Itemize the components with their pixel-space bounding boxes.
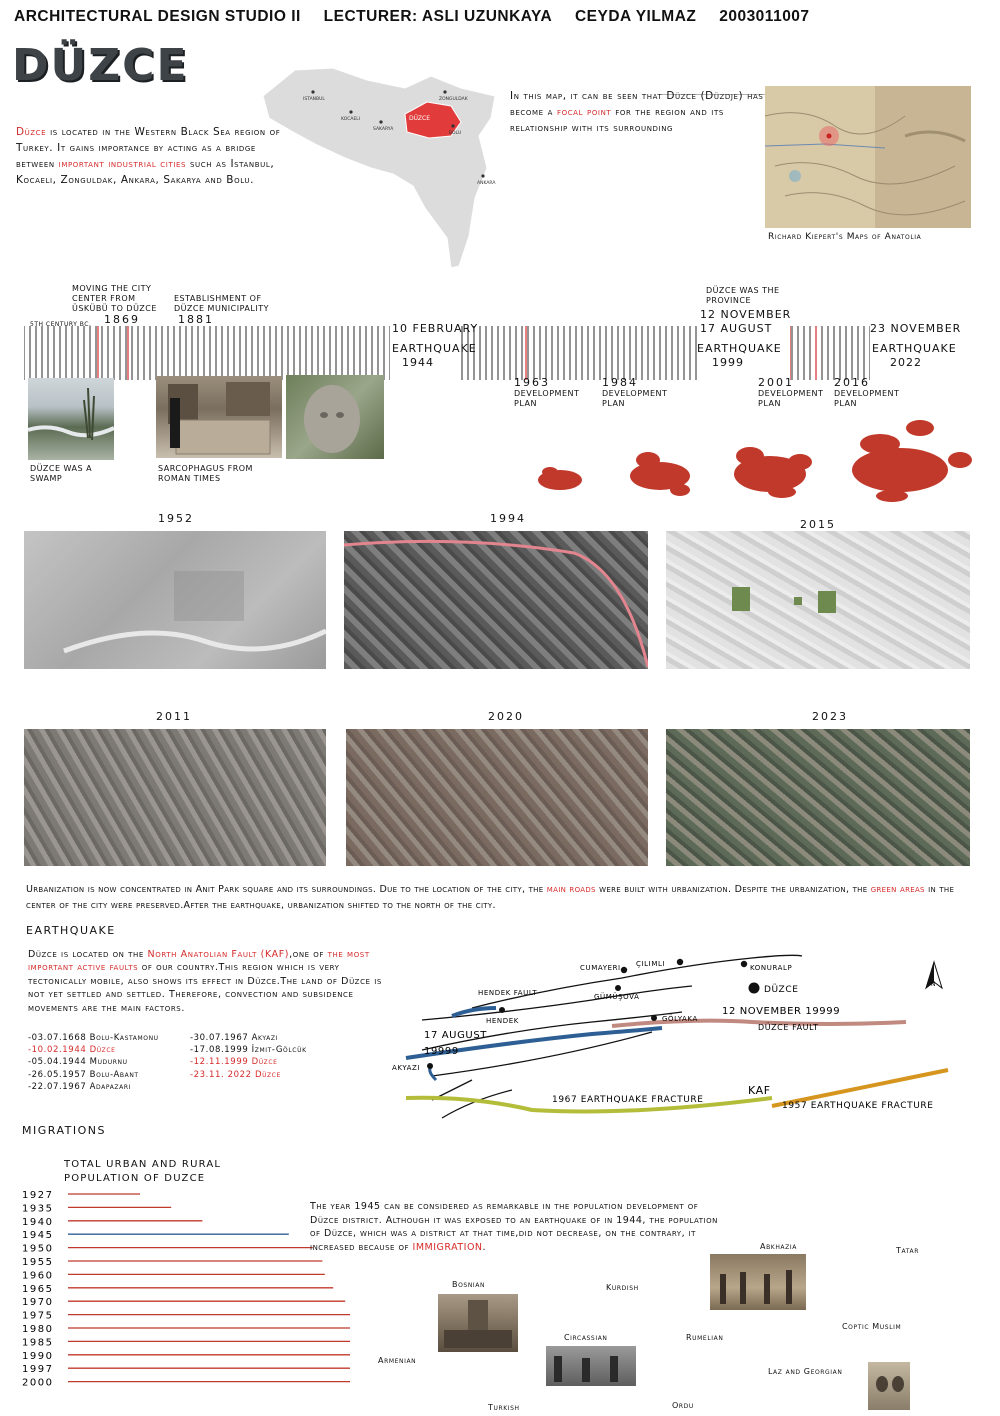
map-label-ankara: ANKARA (477, 181, 496, 186)
plan-1984-year: 1984 (602, 376, 638, 389)
chart-category-label: 1955 (22, 1257, 54, 1268)
chart-title-line1: TOTAL URBAN AND RURAL (64, 1159, 222, 1170)
page-title: DÜZCE (12, 40, 189, 91)
group-bosnian: Bosnian (452, 1280, 486, 1289)
map-label-istanbul: ISTANBUL (303, 97, 325, 102)
aerial-2020 (346, 729, 648, 866)
plan-1984 (602, 376, 682, 409)
group-rumelian: Rumelian (686, 1333, 724, 1342)
plan-1963-label: DEVELOPMENT PLAN (514, 389, 580, 408)
svg-text:N: N (931, 981, 936, 988)
aerial-2020-label: 2020 (488, 710, 524, 723)
urban-text-3: in the center of the city were preserved.After the earthquake, urbanization shifted to the north of the city. (26, 884, 955, 911)
sarcophagus-photo (156, 376, 282, 458)
migration-text-1: The year 1945 can be considered as remarkable in the population development of Düzce district. Although it was exposed to an earthquake of in 1944, the population of Düzce, which was a district at that time,did not decrease, on the contrary, it increased because of (310, 1201, 718, 1253)
timeline-1944-year: 1944 (402, 356, 434, 369)
timeline-century: 5TH CENTURY BC. (30, 321, 92, 328)
timeline-1881-year: 1881 (178, 313, 214, 326)
plan-2016-year: 2016 (834, 376, 870, 389)
chart-category-label: 1970 (22, 1297, 54, 1309)
fault-aug-label-2: 19999 (424, 1046, 459, 1057)
fault-place-gumusova: GÜMÜŞOVA (594, 993, 640, 1001)
aerial-2011-label: 2011 (156, 710, 192, 723)
fault-place-akyazi: AKYAZI (392, 1064, 421, 1072)
plan-2016 (834, 376, 914, 409)
timeline-2022-date: 23 NOVEMBER (870, 322, 962, 335)
green-area-2 (794, 597, 802, 605)
map-label-duzce: DÜZCE (409, 115, 430, 122)
map-text-1: In this map, it can be seen that Düzce (Düzdje) has become a (510, 90, 764, 118)
fault-place-konuralp: KONURALP (750, 964, 793, 972)
chart-category-label: 1927 (22, 1190, 54, 1201)
plan-1963-year: 1963 (514, 376, 550, 389)
chart-category-label: 1945 (22, 1230, 54, 1242)
aerial-1994-label: 1994 (490, 512, 526, 525)
green-area-1 (732, 587, 750, 611)
urban-highlight-roads: main roads (546, 884, 596, 895)
intro-text-1: is located in the Western Black Sea region of Turkey. It gains importance by acting as a bridge between (16, 126, 281, 170)
kiepert-historic-map (765, 86, 971, 228)
circassian-photo (546, 1346, 636, 1386)
earthquake-list-item: -17.08.1999 İzmit-Gölcük (190, 1045, 307, 1056)
aerial-2015 (666, 531, 970, 669)
fault-place-duzce: DÜZCE (764, 985, 799, 995)
population-chart (20, 1186, 350, 1388)
page-header (14, 8, 828, 26)
chart-category-label: 1950 (22, 1243, 54, 1255)
timeline-province-date: 12 NOVEMBER (700, 308, 792, 321)
urban-highlight-green: green areas (870, 884, 925, 895)
fault-place-cumayeri: CUMAYERI (580, 964, 621, 972)
laz-georgian-photo (868, 1362, 910, 1410)
green-area-3 (818, 591, 836, 613)
timeline-1999-word: EARTHQUAKE (697, 342, 782, 355)
intro-highlight-duzce: Düzce (16, 126, 47, 138)
group-armenian: Armenian (378, 1356, 417, 1365)
plan-2001-label: DEVELOPMENT PLAN (758, 389, 824, 408)
migration-highlight: IMMIGRATION (412, 1241, 483, 1253)
earthquake-list-item: -10.02.1944 Düzce (28, 1045, 116, 1056)
fault-place-cilimli: ÇILIMLI (636, 960, 666, 968)
group-coptic-muslim: Coptic Muslim (842, 1322, 902, 1331)
eq-text-3: of our country.This region which is very tectonically mobile, also shows its effect in Düzce.The land of Düzce is not yet settled and settled. Therefore, convection and subsidence movements are the main factors. (28, 962, 382, 1014)
fault-place-golyaka: GÖLYAKA (662, 1015, 698, 1023)
kiepert-caption: Richard Kiepert's Maps of Anatolia (768, 232, 922, 242)
migrations-heading: MIGRATIONS (22, 1124, 106, 1137)
urban-growth-footprints (520, 410, 980, 510)
course-title: ARCHITECTURAL DESIGN STUDIO II (14, 8, 301, 25)
earthquake-list-item: -23.11. 2022 Düzce (190, 1069, 281, 1080)
fault-place-hendek: HENDEK (486, 1017, 519, 1025)
plan-2016-label: DEVELOPMENT PLAN (834, 389, 900, 408)
timeline-2022-word: EARTHQUAKE (872, 342, 957, 355)
plan-1984-label: DEVELOPMENT PLAN (602, 389, 668, 408)
fault-1967-label: 1967 EARTHQUAKE FRACTURE (552, 1095, 704, 1105)
timeline-1944-date: 10 FEBRUARY (392, 322, 479, 335)
statue-photo (286, 375, 384, 459)
timeline-1999-year: 1999 (712, 356, 744, 369)
earthquake-list-item: -03.07.1668 Bolu-Kastamonu (28, 1033, 159, 1043)
earthquake-list-item: -05.04.1944 Mudurnu (28, 1057, 128, 1068)
eq-text-1: Düzce is located on the (28, 949, 148, 960)
map-label-sakarya: SAKARYA (373, 127, 394, 132)
fault-nov-label: 12 NOVEMBER 19999 (722, 1006, 841, 1017)
chart-category-label: 1997 (22, 1364, 54, 1376)
timeline-1944-word: EARTHQUAKE (392, 342, 477, 355)
sarcophagus-caption: SARCOPHAGUS FROM ROMAN TIMES (158, 464, 253, 483)
chart-category-label: 2000 (22, 1377, 54, 1388)
chart-category-label: 1985 (22, 1337, 54, 1349)
fault-kaf-label: KAF (748, 1084, 771, 1097)
aerial-1952 (24, 531, 326, 669)
earthquake-list-item: -26.05.1957 Bolu-Abant (28, 1069, 139, 1080)
chart-category-label: 1960 (22, 1270, 54, 1282)
intro-highlight-cities: important industrial cities (58, 158, 187, 170)
map-label-kocaeli: KOCAELI (341, 117, 361, 122)
aerial-2023 (666, 729, 970, 866)
earthquake-heading: EARTHQUAKE (26, 924, 116, 937)
timeline-1869-label: MOVING THE CITY CENTER FROM ÜSKÜBÜ TO DÜZCE (72, 284, 157, 313)
timeline-1869-year: 1869 (104, 313, 140, 326)
map-text-highlight: focal point (556, 106, 612, 118)
earthquake-list-item: -22.07.1967 Adapazari (28, 1081, 131, 1092)
aerial-2015-label: 2015 (800, 518, 836, 531)
eq-highlight-kaf: North Anatolian Fault (KAF) (147, 949, 290, 960)
urban-text-1: Urbanization is now concentrated in Anit Park square and its surroundings. Due to the location of the city, the (26, 884, 547, 895)
fault-aug-label-1: 17 AUGUST (424, 1030, 487, 1041)
fault-1957-label: 1957 EARTHQUAKE FRACTURE (782, 1101, 934, 1111)
chart-title-line2: POPULATION OF DUZCE (64, 1173, 206, 1184)
chart-category-label: 1975 (22, 1310, 54, 1322)
intro-text-2: such as Istanbul, Kocaeli, Zonguldak, Ankara, Sakarya and Bolu. (16, 158, 275, 186)
group-laz-georgian: Laz and Georgian (768, 1367, 843, 1376)
timeline-2022-year: 2022 (890, 356, 922, 369)
region-map (255, 58, 505, 270)
chart-category-label: 1980 (22, 1324, 54, 1335)
swamp-caption: DÜZCE WAS A SWAMP (30, 464, 93, 483)
plan-1963 (514, 376, 594, 409)
urbanization-paragraph (26, 882, 976, 914)
student-id: 2003011007 (719, 8, 810, 25)
group-tatar: Tatar (896, 1246, 919, 1255)
abkhazia-photo (710, 1254, 806, 1310)
earthquake-list-item: -12.11.1999 Düzce (190, 1057, 278, 1068)
chart-category-label: 1990 (22, 1350, 54, 1362)
aerial-2023-label: 2023 (812, 710, 848, 723)
fault-place-hendek-fault: HENDEK FAULT (478, 989, 538, 997)
population-chart-title (64, 1158, 221, 1186)
student-name: CEYDA YILMAZ (574, 8, 697, 25)
north-arrow-icon (926, 962, 942, 988)
swamp-photo (28, 378, 114, 460)
earthquake-paragraph (28, 948, 388, 1015)
map-label-bolu: BOLU (449, 131, 462, 136)
group-kurdish: Kurdish (606, 1283, 639, 1292)
chart-category-label: 1965 (22, 1283, 54, 1295)
fault-map (392, 950, 982, 1130)
timeline-1881-label: ESTABLISHMENT OF DÜZCE MUNICIPALITY (174, 294, 269, 313)
intro-paragraph (16, 124, 296, 188)
migration-text-2: . (482, 1241, 487, 1253)
map-label-zonguldak: ZONGULDAK (439, 97, 468, 102)
urban-text-2: were built with urbanization. Despite the urbanization, the (595, 884, 871, 895)
plan-2001 (758, 376, 838, 409)
group-abkhazia: Abkhazia (760, 1242, 797, 1251)
lecturer-name: LECTURER: ASLI UZUNKAYA (323, 8, 553, 25)
aerial-2011 (24, 729, 326, 866)
eq-text-2: ,one of (289, 949, 328, 960)
timeline-province-label: DÜZCE WAS THE PROVINCE (706, 286, 780, 305)
fault-duzce-label: DÜZCE FAULT (758, 1023, 819, 1032)
earthquake-list-item: -30.07.1967 Akyazi (190, 1033, 278, 1043)
migration-paragraph (310, 1200, 730, 1254)
group-turkish: Turkish (488, 1403, 520, 1412)
plan-2001-year: 2001 (758, 376, 794, 389)
group-circassian: Circassian (564, 1333, 608, 1342)
earthquake-list-left (28, 1032, 159, 1093)
earthquake-list-right (190, 1032, 307, 1081)
bosnian-photo (438, 1294, 518, 1352)
map-text-2: for the region and its relationship with its surrounding (510, 106, 724, 134)
aerial-1994-road (344, 541, 648, 667)
eq-highlight-faults: the most important active faults (28, 949, 370, 974)
timeline-1999-date: 17 AUGUST (700, 322, 773, 335)
chart-category-label: 1935 (22, 1203, 54, 1215)
timeline-ticks (24, 326, 960, 380)
chart-category-label: 1940 (22, 1216, 54, 1228)
group-ordu: Ordu (672, 1401, 694, 1410)
aerial-1994 (344, 531, 648, 669)
aerial-1952-label: 1952 (158, 512, 194, 525)
